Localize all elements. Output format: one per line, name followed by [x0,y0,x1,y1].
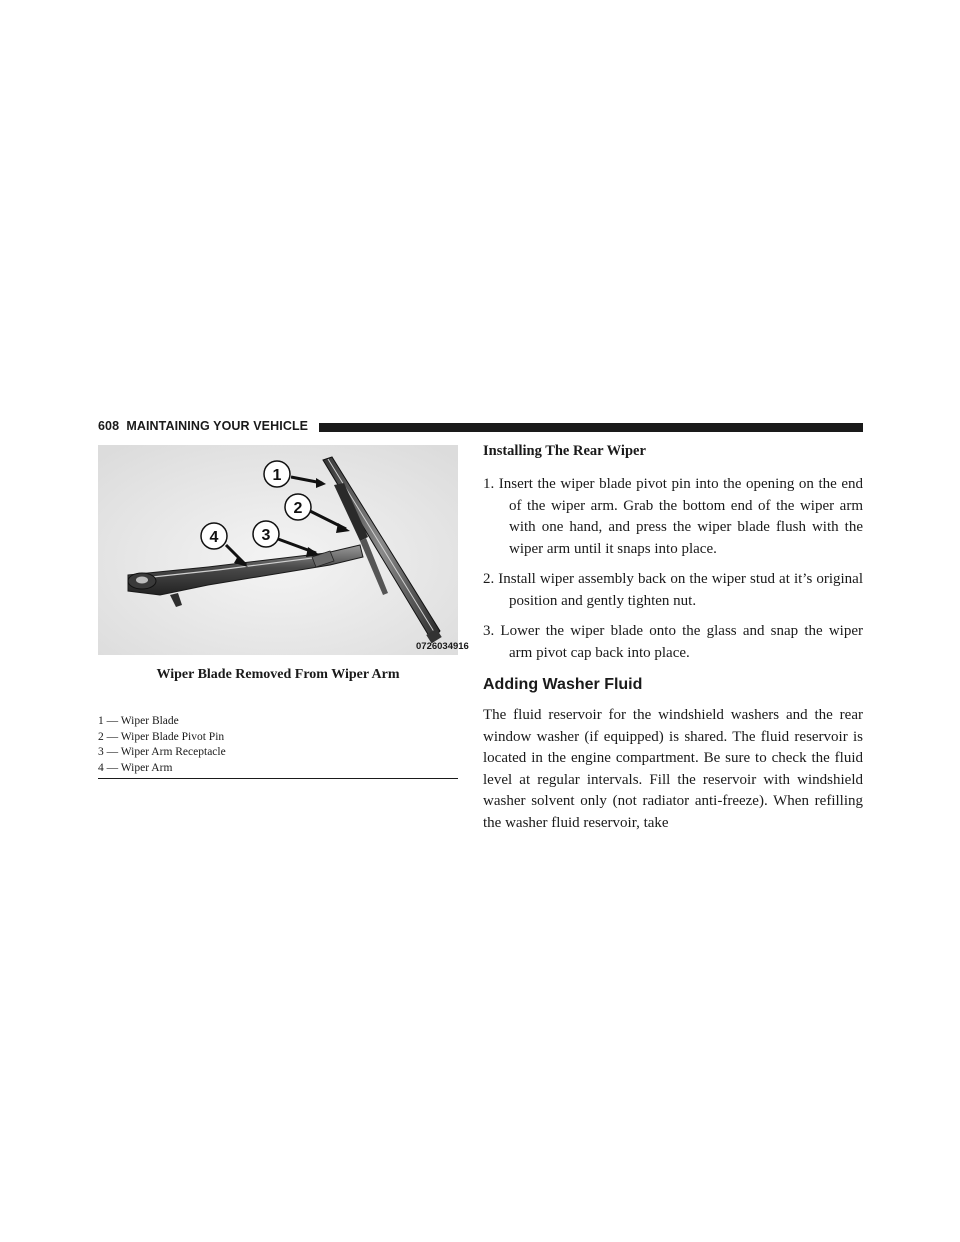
wiper-figure [98,445,469,655]
step-item: 1. Insert the wiper blade pivot pin into the opening on the end of the wiper arm. Grab the bottom end of the wiper arm with one hand, and press the wiper blade flush with the wiper arm until it snaps into place. [483,476,863,557]
step-item: 3. Lower the wiper blade onto the glass and snap the wiper arm pivot cap back into place. [483,623,863,661]
callout-4-label: 4 [209,529,219,546]
wiper-illustration [98,445,458,655]
callout-1-label: 1 [272,467,282,484]
figure-code: 0726034916 [416,641,469,652]
callout-3 [253,521,279,547]
step-item: 2. Install wiper assembly back on the wiper stud at it’s original position and gently tighten nut. [483,571,863,609]
callout-2 [285,494,311,520]
page-header [98,420,863,434]
legend-item: 4 — Wiper Arm [98,761,173,774]
figure-caption: Wiper Blade Removed From Wiper Arm [156,667,400,682]
legend-item: 2 — Wiper Blade Pivot Pin [98,730,225,743]
page-number: 608 [98,419,120,433]
right-column [483,443,863,834]
header-rule [319,423,863,432]
section-title: MAINTAINING YOUR VEHICLE [126,419,309,433]
washer-heading: Adding Washer Fluid [483,676,643,693]
header-text [98,419,308,433]
installing-heading: Installing The Rear Wiper [483,443,646,459]
legend-rule [98,778,458,779]
callout-3-label: 3 [261,527,271,544]
washer-paragraph: The fluid reservoir for the windshield washers and the rear window washer (if equipped) is shared. The fluid reservoir is located in the engine compartment. Be sure to check the fluid level at regular intervals. Fill the reservoir with windshield washer solvent only (not radiator anti-freeze). When refilling the washer fluid reservoir, take [483,707,863,831]
callout-1 [264,461,290,487]
callout-2-label: 2 [293,500,303,517]
legend-item: 1 — Wiper Blade [98,715,179,727]
callout-4 [201,523,227,549]
figure-legend [98,714,226,776]
legend-item: 3 — Wiper Arm Receptacle [98,746,226,758]
